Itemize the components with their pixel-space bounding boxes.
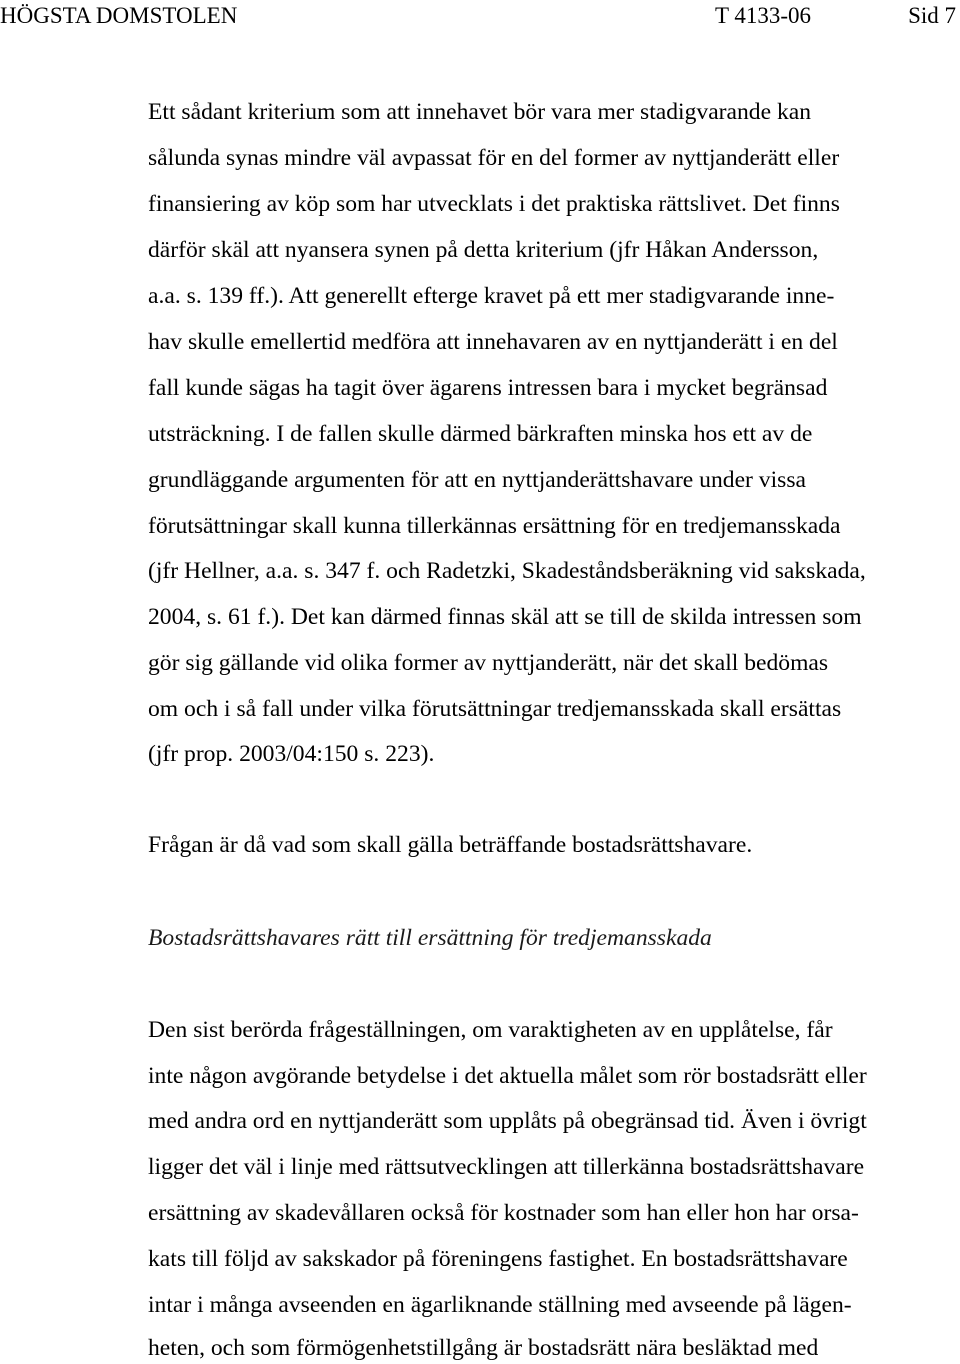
text-line: intar i många avseenden en ägarliknande ställning med avseende på lägen-: [148, 1292, 852, 1318]
text-line: ligger det väl i linje med rättsutvecklingen att tillerkänna bostadsrättshavare: [148, 1154, 865, 1180]
text-line: (jfr prop. 2003/04:150 s. 223).: [148, 741, 435, 767]
case-number: T 4133-06: [715, 3, 812, 28]
text-line: heten, och som förmögenhetstillgång är bostadsrätt nära besläktad med: [148, 1335, 819, 1361]
text-line: (jfr Hellner, a.a. s. 347 f. och Radetzki, Skadeståndsberäkning vid sakskada,: [148, 558, 866, 584]
text-line: fall kunde sägas ha tagit över ägarens intressen bara i mycket begränsad: [148, 375, 828, 401]
text-line: hav skulle emellertid medföra att innehavaren av en nyttjanderätt i en del: [148, 329, 838, 355]
text-line: ersättning av skadevållaren också för kostnader som han eller hon har orsa-: [148, 1200, 859, 1226]
text-line: inte någon avgörande betydelse i det aktuella målet som rör bostadsrätt eller: [148, 1063, 867, 1089]
text-line: a.a. s. 139 ff.). Att generellt efterge kravet på ett mer stadigvarande inne-: [148, 283, 835, 309]
text-line: finansiering av köp som har utvecklats i det praktiska rättslivet. Det finns: [148, 191, 840, 217]
section-heading: Bostadsrättshavares rätt till ersättning för tredjemansskada: [148, 925, 712, 951]
text-line: om och i så fall under vilka förutsättningar tredjemansskada skall ersättas: [148, 696, 842, 722]
text-line: 2004, s. 61 f.). Det kan därmed finnas skäl att se till de skilda intressen som: [148, 604, 862, 630]
text-line: Den sist berörda frågeställningen, om varaktigheten av en upplåtelse, får: [148, 1017, 833, 1043]
text-line: Ett sådant kriterium som att innehavet bör vara mer stadigvarande kan: [148, 99, 812, 125]
text-line: sålunda synas mindre väl avpassat för en del former av nyttjanderätt eller: [148, 145, 840, 171]
text-line: gör sig gällande vid olika former av nyttjanderätt, när det skall bedömas: [148, 650, 829, 676]
page-number: Sid 7: [908, 3, 956, 28]
text-line: grundläggande argumenten för att en nyttjanderättshavare under vissa: [148, 467, 806, 493]
text-line: med andra ord en nyttjanderätt som upplåts på obegränsad tid. Även i övrigt: [148, 1108, 867, 1134]
text-line: kats till följd av sakskador på föreningens fastighet. En bostadsrättshavare: [148, 1246, 848, 1272]
text-line: Frågan är då vad som skall gälla beträffande bostadsrättshavare.: [148, 832, 753, 858]
text-line: förutsättningar skall kunna tillerkännas ersättning för en tredjemansskada: [148, 513, 841, 539]
page-header: [0, 2, 960, 30]
text-line: utsträckning. I de fallen skulle därmed bärkraften minska hos ett av de: [148, 421, 813, 447]
court-name: HÖGSTA DOMSTOLEN: [0, 3, 238, 28]
text-line: därför skäl att nyansera synen på detta kriterium (jfr Håkan Andersson,: [148, 237, 819, 263]
